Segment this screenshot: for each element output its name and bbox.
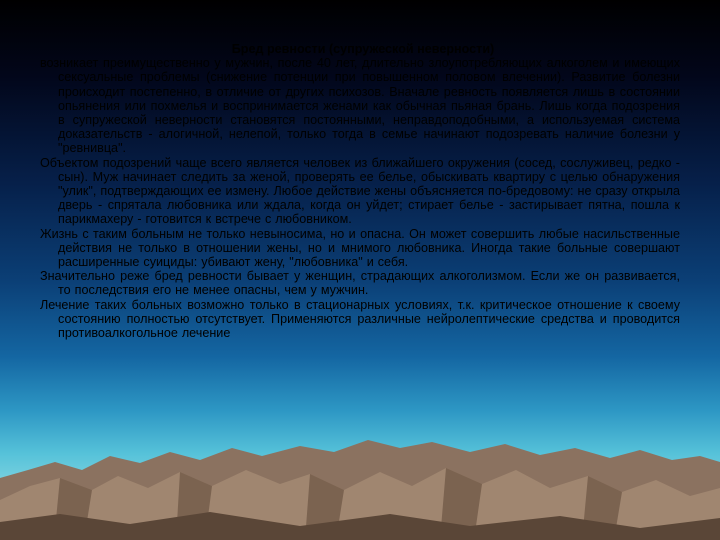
paragraph-women: Значительно реже бред ревности бывает у женщин, страдающих алкоголизмом. Если же он развивается, то последствия его не менее опасны, чем у мужчин. — [40, 269, 680, 298]
paragraph-danger: Жизнь с таким больным не только невыносима, но и опасна. Он может совершить любые насильственные действия не только в отношении жены, но и мнимого любовника. Иногда такие больные совершают расширенные суициды: убивают жену, "любовника" и себя. — [40, 226, 680, 270]
paragraph-onset: возникает преимущественно у мужчин, после 40 лет, длительно злоупотребляющих алкоголем и имеющих сексуальные проблемы (снижение потенции при повышенном половом влечении). Развитие болезни происходит постепенно, в отличие от других психозов. Вначале ревность появляется лишь в состоянии опьянения или похмелья и воспринимается женами как обычная пьяная брань. Лишь когда подозрения в супружеской неверности становятся постоянными, неправдоподобными, а используемая система доказательств - алогичной, нелепой, только тогда в семье начинают подозревать наличие болезни у "ревнивца". — [40, 56, 680, 156]
slide-title: Бред ревности (супружеской неверности) — [231, 42, 495, 56]
paragraph-treatment: Лечение таких больных возможно только в стационарных условиях, т.к. критическое отношение к своему состоянию полностью отсутствует. Применяются различные нейролептические средства и проводится противоалкогольное лечение — [40, 297, 680, 341]
slide-content — [40, 42, 680, 340]
paragraph-object-of-suspicion: Объектом подозрений чаще всего является человек из ближайшего окружения (сосед, сослуживец, редко - сын). Муж начинает следить за женой, проверять ее белье, обыскивать квартиру с целью обнаружения "улик", подтверждающих ее измену. Любое действие жены объясняется по-бредовому: не сразу открыла дверь - спрятала любовника или ждала, когда он уйдет; стирает белье - застирывает пятна, пошла к парикмахеру - готовится к встрече с любовником. — [40, 155, 680, 227]
